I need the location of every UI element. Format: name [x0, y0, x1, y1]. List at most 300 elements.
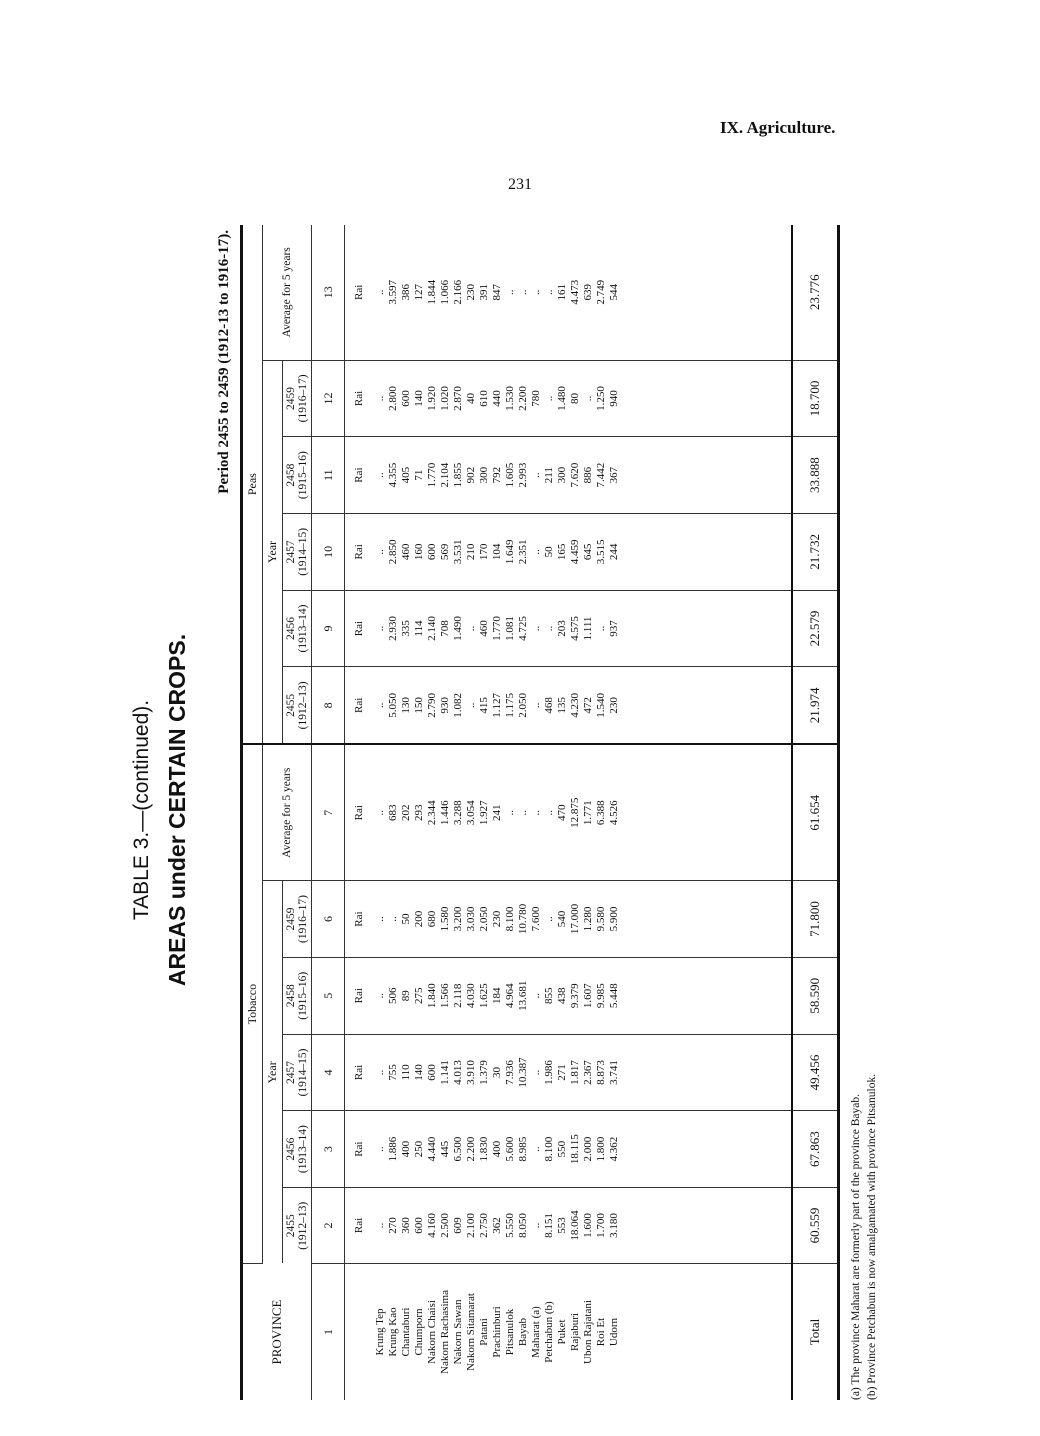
value-cell: 161 — [556, 284, 569, 301]
value-column — [372, 881, 792, 958]
value-cell: 400 — [491, 1140, 504, 1158]
province-name: Prachinburi — [491, 1306, 504, 1358]
value-cell: 1.530 — [504, 386, 517, 411]
value-cell: 367 — [608, 466, 621, 484]
value-cell: 241 — [491, 804, 504, 821]
total-value: 60.559 — [792, 1188, 837, 1264]
value-cell: 1.844 — [426, 279, 439, 305]
value-cell: 4.230 — [569, 692, 582, 718]
value-cell: 8.050 — [517, 1213, 530, 1238]
value-cell: 4.013 — [452, 1060, 465, 1085]
province-name: Ubon Rajatani — [582, 1300, 595, 1364]
value-cell: 3.531 — [452, 539, 465, 565]
value-cell: 2.749 — [595, 279, 608, 305]
value-cell: 8.100 — [543, 1136, 556, 1162]
value-cell: 1.770 — [491, 616, 504, 641]
value-column — [372, 744, 792, 880]
value-cell: 2.930 — [387, 616, 400, 641]
value-cell: 2.790 — [426, 692, 439, 718]
value-cell: 792 — [491, 466, 504, 484]
value-cell: .. — [374, 916, 387, 922]
value-cell: .. — [530, 702, 543, 709]
value-cell: 1.066 — [439, 279, 452, 305]
value-cell: .. — [582, 395, 595, 402]
value-column — [372, 513, 792, 590]
value-cell: 4.964 — [504, 983, 517, 1009]
value-cell: 1.986 — [543, 1060, 556, 1085]
year-header: 2455 (1912–13) — [285, 1201, 309, 1250]
value-cell: 3.741 — [608, 1060, 621, 1085]
total-value: 49.456 — [792, 1034, 837, 1111]
unit-spacer — [345, 1264, 372, 1401]
value-cell: 2.050 — [478, 906, 491, 932]
value-cell: 13.681 — [517, 980, 530, 1011]
data-body-row — [372, 225, 792, 1400]
value-cell: 544 — [608, 284, 621, 301]
value-cell: 2.118 — [452, 983, 465, 1008]
tobacco-average-header: Average for 5 years — [263, 744, 312, 880]
value-column — [372, 360, 792, 437]
value-cell: 2.870 — [452, 386, 465, 411]
value-cell: .. — [530, 472, 543, 478]
value-cell: .. — [543, 625, 556, 632]
value-cell: 460 — [478, 620, 491, 637]
value-cell: 104 — [491, 543, 504, 561]
value-cell: 202 — [400, 804, 413, 821]
value-cell: .. — [530, 289, 543, 296]
value-cell: 7.442 — [595, 462, 608, 488]
value-cell: 1.250 — [595, 386, 608, 411]
value-cell: 550 — [556, 1140, 569, 1158]
value-cell: 2.351 — [517, 539, 530, 565]
province-name: Puket — [556, 1319, 569, 1345]
value-cell: 2.140 — [426, 616, 439, 641]
value-cell: .. — [374, 625, 387, 632]
value-cell: 2.850 — [387, 539, 400, 565]
value-cell: 4.440 — [426, 1136, 439, 1162]
value-cell: 600 — [426, 543, 439, 561]
tobacco-year-header: Year — [263, 881, 283, 1264]
value-cell: 203 — [556, 620, 569, 637]
value-cell: 10.780 — [517, 903, 530, 935]
value-cell: 150 — [413, 697, 426, 714]
value-cell: 5.600 — [504, 1136, 517, 1162]
value-column — [372, 957, 792, 1034]
value-column — [372, 1188, 792, 1264]
value-cell: 4.355 — [387, 462, 400, 488]
year-header: 2457 (1914–15) — [283, 1034, 312, 1111]
column-number: 11 — [312, 437, 345, 514]
value-cell: .. — [374, 810, 387, 816]
unit-label: Rai — [345, 225, 372, 360]
value-cell: .. — [374, 289, 387, 296]
value-cell: 1.920 — [426, 386, 439, 411]
value-cell: 2.166 — [452, 279, 465, 305]
value-cell: 7.936 — [504, 1060, 517, 1085]
total-value: 21.732 — [792, 513, 837, 590]
value-cell: 89 — [400, 990, 413, 1002]
value-cell: 1.607 — [582, 983, 595, 1009]
province-name: Chantaburi — [400, 1307, 413, 1357]
value-cell: 2.104 — [439, 462, 452, 488]
tobacco-header: Tobacco — [243, 744, 263, 1263]
value-cell: 210 — [465, 543, 478, 561]
rotated-table-page — [130, 220, 880, 1400]
value-cell: 18.115 — [569, 1134, 582, 1165]
year-header: 2456 (1913–14) — [283, 590, 312, 667]
unit-label: Rai — [345, 437, 372, 514]
year-header: 2458 (1915–16) — [283, 957, 312, 1034]
value-cell: 50 — [543, 546, 556, 558]
value-cell: 405 — [400, 466, 413, 484]
value-cell: 80 — [569, 392, 582, 404]
province-name: Krung Tep — [374, 1308, 387, 1356]
value-cell: 160 — [413, 543, 426, 561]
value-cell: .. — [530, 1069, 543, 1076]
total-value: 67.863 — [792, 1111, 837, 1188]
value-cell: .. — [504, 810, 517, 816]
value-cell: 902 — [465, 466, 478, 484]
value-cell: 335 — [400, 620, 413, 637]
unit-label: Rai — [345, 881, 372, 958]
column-number: 13 — [312, 225, 345, 360]
value-cell: 300 — [556, 466, 569, 484]
value-cell: 1.625 — [478, 983, 491, 1009]
province-name: Nakorn Sitamarat — [465, 1293, 478, 1371]
value-cell: 1.830 — [478, 1136, 491, 1162]
value-cell: 1.886 — [387, 1136, 400, 1162]
value-cell: .. — [374, 472, 387, 478]
value-cell: 1.020 — [439, 386, 452, 411]
value-cell: 1.840 — [426, 983, 439, 1009]
value-cell: 2.200 — [517, 386, 530, 411]
peas-average-header: Average for 5 years — [263, 225, 312, 360]
value-cell: 1.566 — [439, 983, 452, 1009]
value-cell: 5.050 — [387, 692, 400, 718]
value-cell: 2.367 — [582, 1060, 595, 1085]
value-cell: 886 — [582, 466, 595, 484]
value-cell: 1.082 — [452, 692, 465, 718]
footnote-b: (b) Province Petchabun is now amalgamated with province Pitsanulok. — [866, 1073, 878, 1400]
column-number: 4 — [312, 1034, 345, 1111]
value-cell: 230 — [491, 910, 504, 928]
value-cell: .. — [530, 1146, 543, 1152]
value-cell: 2.050 — [517, 692, 530, 718]
value-cell: .. — [517, 810, 530, 816]
value-cell: .. — [543, 395, 556, 402]
province-name: Nakorn Chaisi — [426, 1300, 439, 1364]
section-header: IX. Agriculture. — [720, 118, 836, 137]
value-cell: 680 — [426, 910, 439, 928]
value-cell: 600 — [413, 1217, 426, 1234]
value-cell: 415 — [478, 697, 491, 714]
value-cell: 3.597 — [387, 279, 400, 305]
value-cell: 569 — [439, 543, 452, 561]
column-number: 10 — [312, 513, 345, 590]
province-name: Bayab — [517, 1317, 530, 1347]
value-cell: 4.473 — [569, 279, 582, 305]
value-cell: 5.900 — [608, 906, 621, 932]
total-value: 61.654 — [792, 744, 837, 880]
value-cell: .. — [530, 1222, 543, 1229]
value-cell: 10.387 — [517, 1057, 530, 1088]
value-cell: 438 — [556, 987, 569, 1004]
value-cell: 200 — [413, 910, 426, 928]
value-cell: .. — [374, 1069, 387, 1076]
value-column — [372, 1111, 792, 1188]
value-cell: .. — [543, 810, 556, 816]
value-cell: 1.379 — [478, 1060, 491, 1085]
value-cell: 1.817 — [569, 1060, 582, 1085]
value-cell: 2.344 — [426, 800, 439, 826]
column-number: 3 — [312, 1111, 345, 1188]
value-cell: .. — [530, 625, 543, 632]
unit-label: Rai — [345, 1034, 372, 1111]
column-number-row — [312, 225, 345, 1400]
province-header: PROVINCE — [269, 1299, 284, 1365]
value-cell: .. — [504, 289, 517, 296]
unit-label: Rai — [345, 1111, 372, 1188]
value-cell: 360 — [400, 1217, 413, 1234]
value-cell: 1.141 — [439, 1060, 452, 1085]
value-cell: 110 — [400, 1064, 413, 1081]
year-header: 2459 (1916–17) — [283, 360, 312, 437]
value-cell: 610 — [478, 390, 491, 407]
value-cell: 71 — [413, 469, 426, 481]
value-cell: 127 — [413, 284, 426, 301]
value-cell: 1.700 — [595, 1213, 608, 1238]
province-name: Nakorn Sawan — [452, 1299, 465, 1365]
total-value: 18.700 — [792, 360, 837, 437]
period-label: Period 2455 to 2459 (1912-13 to 1916-17). — [216, 230, 232, 494]
value-cell: 1.649 — [504, 539, 517, 565]
value-cell: 170 — [478, 543, 491, 561]
value-cell: 600 — [426, 1064, 439, 1081]
value-cell: 3.515 — [595, 539, 608, 565]
total-value: 23.776 — [792, 225, 837, 360]
value-cell: .. — [374, 993, 387, 999]
footnote-a: (a) The province Maharat are formerly part of the province Bayab. — [850, 1094, 862, 1400]
value-cell: 930 — [439, 697, 452, 714]
value-cell: 386 — [400, 284, 413, 301]
value-cell: 755 — [387, 1064, 400, 1081]
value-cell: 460 — [400, 543, 413, 561]
value-cell: .. — [374, 549, 387, 555]
value-cell: 9.580 — [595, 906, 608, 932]
province-name: Maharat (a) — [530, 1306, 543, 1358]
value-cell: 18.064 — [569, 1210, 582, 1241]
value-cell: 2.750 — [478, 1213, 491, 1238]
value-cell: 3.054 — [465, 800, 478, 826]
value-cell: .. — [465, 625, 478, 632]
value-cell: 445 — [439, 1140, 452, 1158]
value-cell: 400 — [400, 1140, 413, 1158]
value-cell: .. — [374, 1146, 387, 1152]
table-title: TABLE 3.—(continued). — [130, 699, 153, 921]
value-cell: .. — [543, 916, 556, 922]
column-number: 12 — [312, 360, 345, 437]
value-cell: 140 — [413, 390, 426, 407]
value-cell: 855 — [543, 987, 556, 1004]
value-cell: .. — [517, 289, 530, 296]
footnotes — [848, 1074, 880, 1400]
value-cell: 165 — [556, 543, 569, 561]
value-cell: 609 — [452, 1217, 465, 1234]
value-cell: 12.875 — [569, 797, 582, 828]
value-cell: 1.127 — [491, 692, 504, 718]
value-cell: 211 — [543, 467, 556, 484]
value-cell: 1.280 — [582, 906, 595, 932]
province-name: Udorn — [608, 1317, 621, 1347]
value-cell: 7.620 — [569, 462, 582, 488]
year-header: 2456 (1913–14) — [283, 1111, 312, 1188]
value-cell: 9.379 — [569, 983, 582, 1009]
value-cell: 1.927 — [478, 800, 491, 826]
value-cell: .. — [530, 549, 543, 555]
value-cell: 135 — [556, 697, 569, 714]
value-cell: .. — [465, 702, 478, 709]
province-name: Nakorn Rachasima — [439, 1290, 452, 1374]
value-cell: 5.448 — [608, 983, 621, 1009]
total-value: 22.579 — [792, 590, 837, 667]
value-column — [372, 437, 792, 514]
value-cell: 3.200 — [452, 906, 465, 932]
year-header: 2459 (1916–17) — [283, 881, 312, 958]
value-cell: .. — [595, 625, 608, 632]
province-name: Rajaburi — [569, 1313, 582, 1351]
value-cell: 8.985 — [517, 1136, 530, 1162]
value-cell: 1.600 — [582, 1213, 595, 1238]
unit-label: Rai — [345, 513, 372, 590]
value-cell: 2.100 — [465, 1213, 478, 1238]
year-header: 2457 (1914–15) — [283, 513, 312, 590]
value-cell: 3.180 — [608, 1213, 621, 1238]
value-cell: 639 — [582, 284, 595, 301]
value-cell: 1.446 — [439, 800, 452, 826]
value-cell: 230 — [465, 284, 478, 301]
value-cell: 244 — [608, 543, 621, 561]
value-cell: 4.725 — [517, 616, 530, 641]
value-cell: 140 — [413, 1064, 426, 1081]
value-cell: 1.770 — [426, 462, 439, 488]
total-value: 21.974 — [792, 667, 837, 744]
value-cell: 4.459 — [569, 539, 582, 565]
value-cell: 230 — [608, 697, 621, 714]
unit-label: Rai — [345, 667, 372, 744]
value-cell: 2.993 — [517, 462, 530, 488]
value-cell: 130 — [400, 697, 413, 714]
total-value: 58.590 — [792, 957, 837, 1034]
value-cell: 3.288 — [452, 800, 465, 826]
value-cell: 1.580 — [439, 906, 452, 932]
peas-header: Peas — [243, 225, 263, 744]
crop-areas-table — [240, 225, 840, 1400]
column-number: 1 — [312, 1264, 345, 1401]
value-column — [372, 590, 792, 667]
value-cell: 468 — [543, 697, 556, 714]
value-cell: 847 — [491, 284, 504, 301]
value-cell: 391 — [478, 284, 491, 301]
value-cell: 293 — [413, 804, 426, 821]
value-cell: .. — [387, 916, 400, 922]
unit-label: Rai — [345, 590, 372, 667]
column-number: 6 — [312, 881, 345, 958]
total-value: 71.800 — [792, 881, 837, 958]
value-cell: 940 — [608, 390, 621, 407]
column-number: 7 — [312, 744, 345, 880]
value-cell: 1.490 — [452, 616, 465, 641]
peas-year-header: Year — [263, 360, 283, 744]
value-cell: 184 — [491, 987, 504, 1004]
province-name: Patani — [478, 1318, 491, 1346]
value-cell: 645 — [582, 543, 595, 561]
value-cell: 540 — [556, 910, 569, 928]
value-cell: 7.600 — [530, 906, 543, 932]
value-cell: 8.100 — [504, 906, 517, 932]
value-cell: 470 — [556, 804, 569, 821]
value-cell: 250 — [413, 1140, 426, 1158]
unit-label: Rai — [345, 957, 372, 1034]
value-cell: 1.800 — [595, 1136, 608, 1162]
year-header: 2455 (1912–13) — [283, 667, 312, 744]
value-cell: 4.575 — [569, 616, 582, 641]
value-cell: 553 — [556, 1217, 569, 1234]
value-column — [372, 667, 792, 744]
value-cell: 4.030 — [465, 983, 478, 1009]
value-cell: 40 — [465, 392, 478, 404]
value-cell: 4.160 — [426, 1213, 439, 1238]
value-cell: 1.540 — [595, 692, 608, 718]
column-number: 8 — [312, 667, 345, 744]
value-cell: 17.000 — [569, 903, 582, 935]
total-row — [792, 225, 837, 1400]
value-cell: 3.910 — [465, 1060, 478, 1085]
value-cell: 300 — [478, 466, 491, 484]
value-cell: .. — [530, 810, 543, 816]
value-cell: 1.480 — [556, 386, 569, 411]
page-number: 231 — [508, 176, 532, 193]
total-value: 33.888 — [792, 437, 837, 514]
unit-row — [345, 225, 372, 1400]
unit-label: Rai — [345, 360, 372, 437]
value-cell: 683 — [387, 804, 400, 821]
province-name: Chumporn — [413, 1308, 426, 1356]
value-cell: 1.605 — [504, 462, 517, 488]
value-cell: 30 — [491, 1066, 504, 1078]
value-cell: 271 — [556, 1064, 569, 1081]
value-cell: 2.500 — [439, 1213, 452, 1238]
column-number: 9 — [312, 590, 345, 667]
province-name: Petchabun (b) — [543, 1301, 556, 1363]
province-name: Roi Et — [595, 1317, 608, 1347]
value-cell: 708 — [439, 620, 452, 637]
value-cell: .. — [374, 1222, 387, 1229]
value-cell: 1.175 — [504, 692, 517, 718]
value-cell: 506 — [387, 987, 400, 1004]
value-cell: 6.388 — [595, 800, 608, 826]
value-cell: 275 — [413, 987, 426, 1004]
value-cell: 362 — [491, 1217, 504, 1234]
value-cell: 1.081 — [504, 616, 517, 641]
value-column — [372, 225, 792, 360]
value-cell: 114 — [413, 620, 426, 637]
value-cell: 937 — [608, 620, 621, 637]
value-cell: .. — [530, 993, 543, 999]
value-cell: .. — [374, 395, 387, 402]
value-cell: 1.771 — [582, 800, 595, 826]
value-cell: .. — [543, 289, 556, 296]
value-cell: 3.030 — [465, 906, 478, 932]
